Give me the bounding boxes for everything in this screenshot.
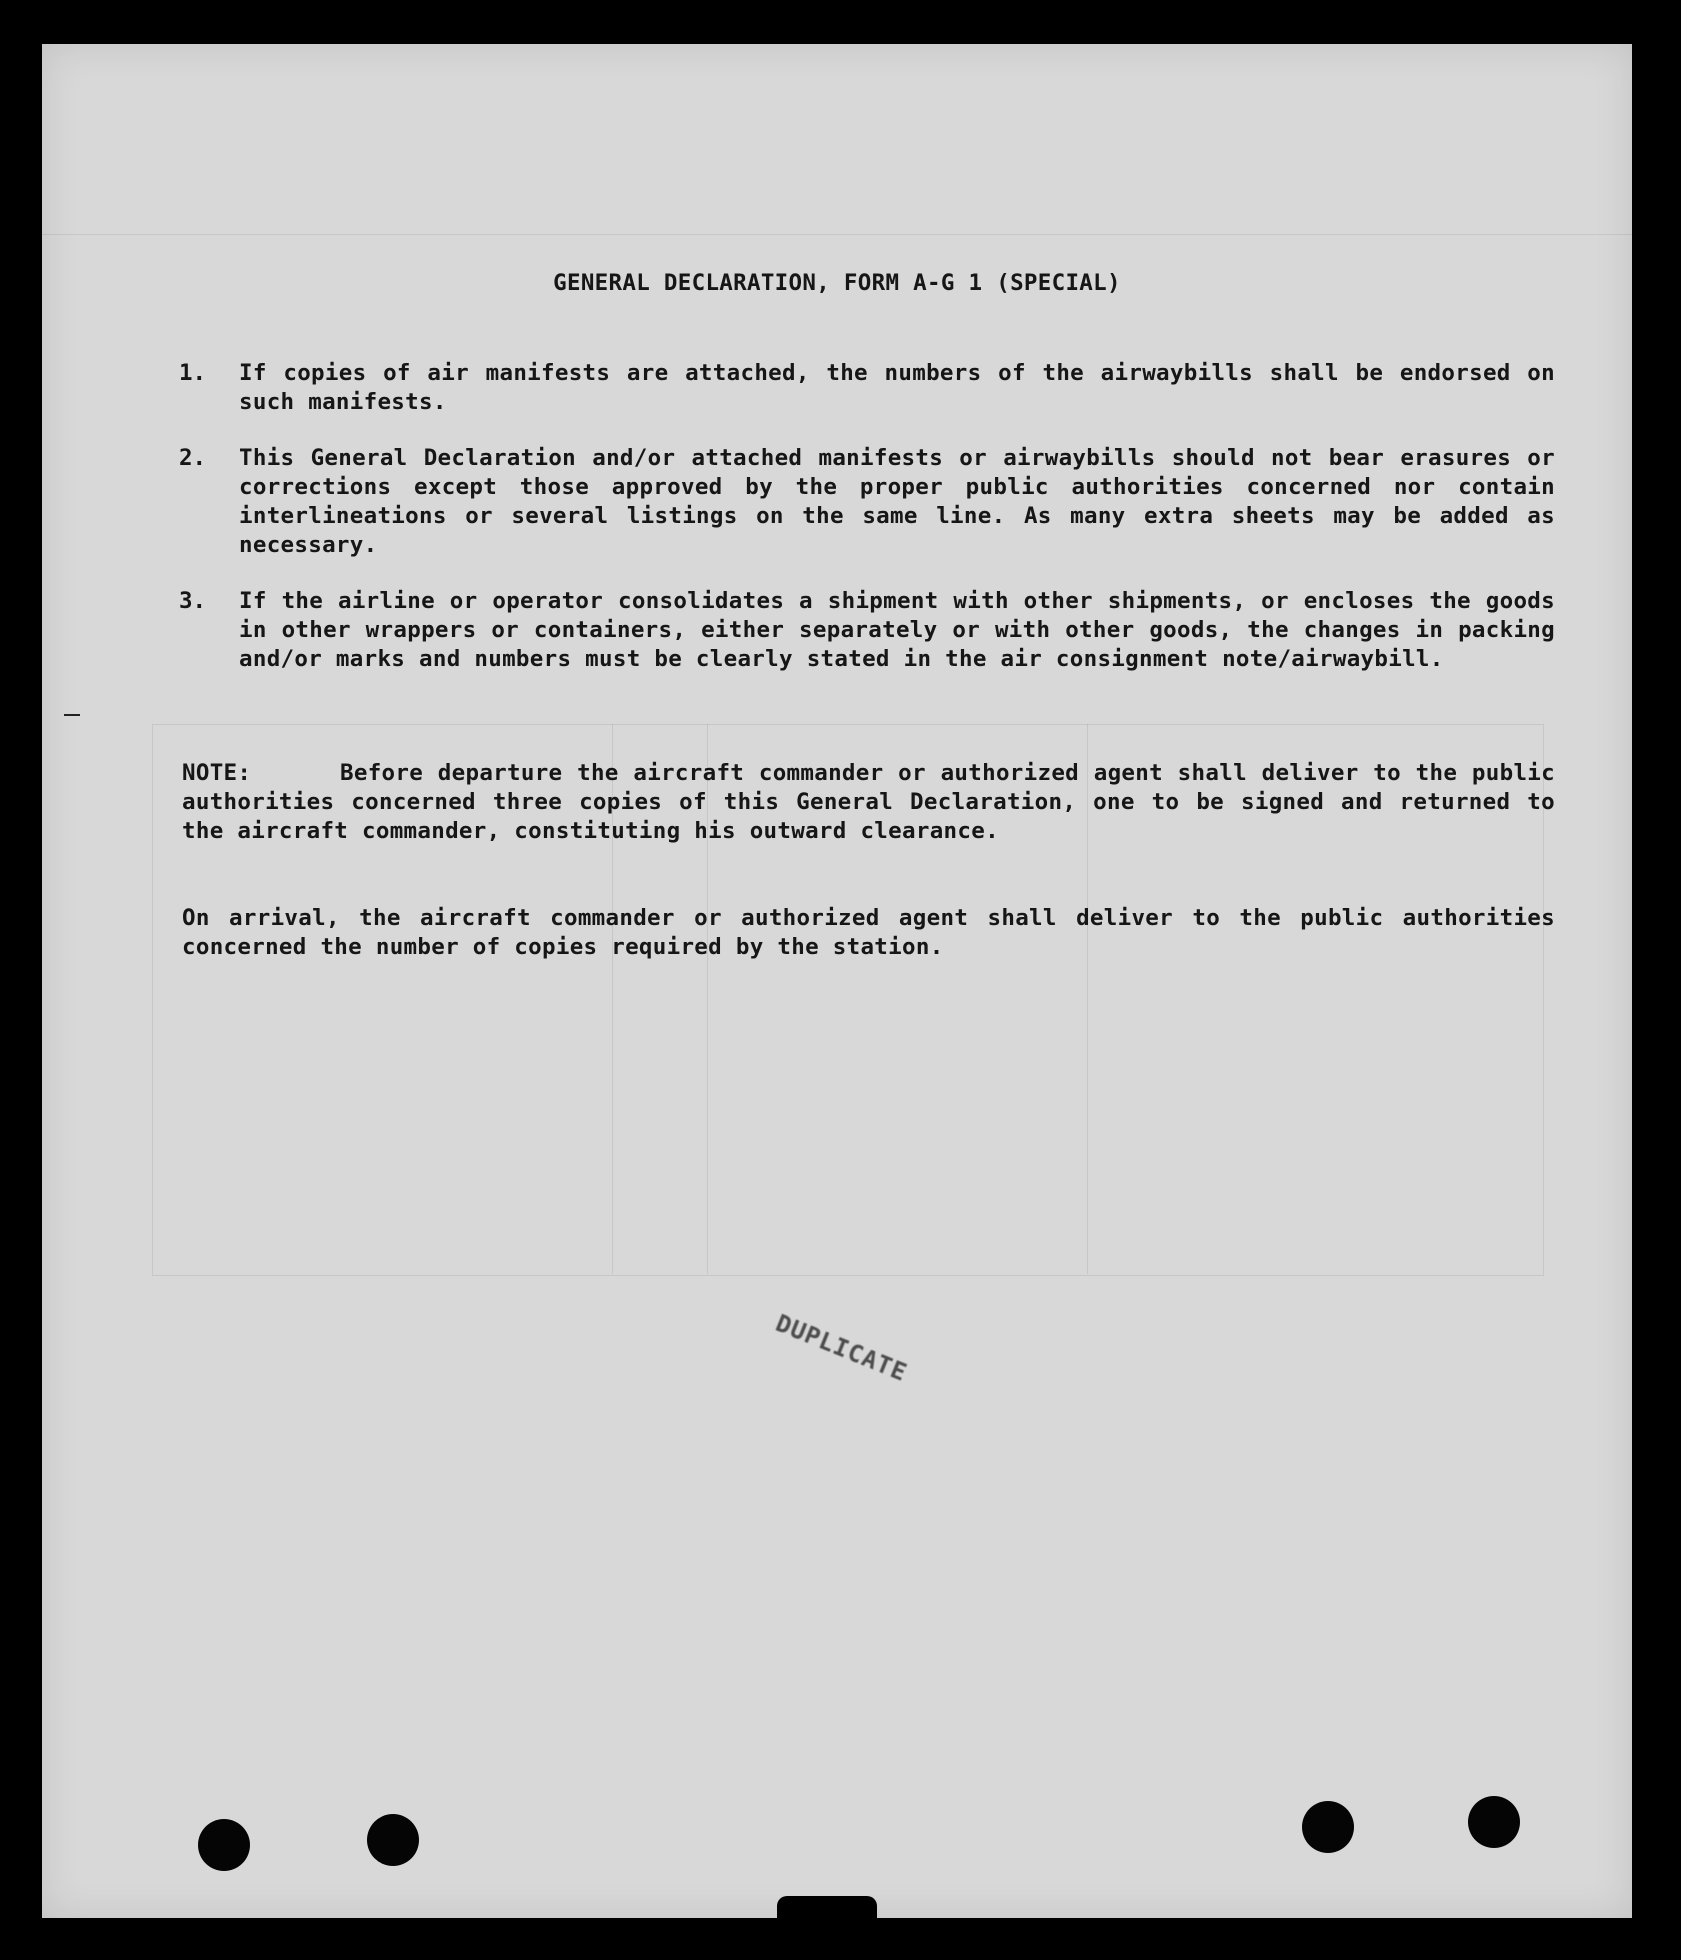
duplicate-stamp: DUPLICATE <box>771 1308 912 1388</box>
instruction-item-2 <box>179 444 1555 560</box>
stray-mark <box>64 714 80 716</box>
instruction-item-1 <box>179 359 1555 417</box>
document-title: GENERAL DECLARATION, FORM A-G 1 (SPECIAL) <box>553 270 1121 296</box>
document-page <box>42 44 1632 1918</box>
page-notch <box>777 1896 877 1920</box>
punch-hole-icon <box>1468 1796 1520 1848</box>
punch-hole-icon <box>1302 1801 1354 1853</box>
punch-hole-icon <box>367 1814 419 1866</box>
item-number: 2. <box>179 445 207 471</box>
instruction-item-3 <box>179 587 1555 674</box>
note-paragraph <box>182 759 1555 846</box>
item-text: This General Declaration and/or attached manifests or airwaybills should not bear erasures or corrections except those approved by the proper public authorities concerned nor contain interlineations or several listings on the same line. As many extra sheets may be added as necessary. <box>239 445 1555 558</box>
item-number: 1. <box>179 360 207 386</box>
arrival-paragraph: On arrival, the aircraft commander or authorized agent shall deliver to the public authorities concerned the number of copies required by the station. <box>182 905 1555 960</box>
bleed-through-line <box>42 234 1632 235</box>
item-number: 3. <box>179 588 207 614</box>
item-text: If the airline or operator consolidates a shipment with other shipments, or encloses the goods in other wrappers or containers, either separately or with other goods, the changes in packing and/or marks and numbers must be clearly stated in the air consignment note/airwaybill. <box>239 588 1555 672</box>
punch-hole-icon <box>198 1819 250 1871</box>
note-label: NOTE: <box>182 760 252 786</box>
note-text: Before departure the aircraft commander or authorized agent shall deliver to the public authorities concerned three copies of this General Declaration, one to be signed and returned to the aircraft commander, constituting his outward clearance. <box>182 760 1555 844</box>
item-text: If copies of air manifests are attached, the numbers of the airwaybills shall be endorsed on such manifests. <box>239 360 1555 415</box>
